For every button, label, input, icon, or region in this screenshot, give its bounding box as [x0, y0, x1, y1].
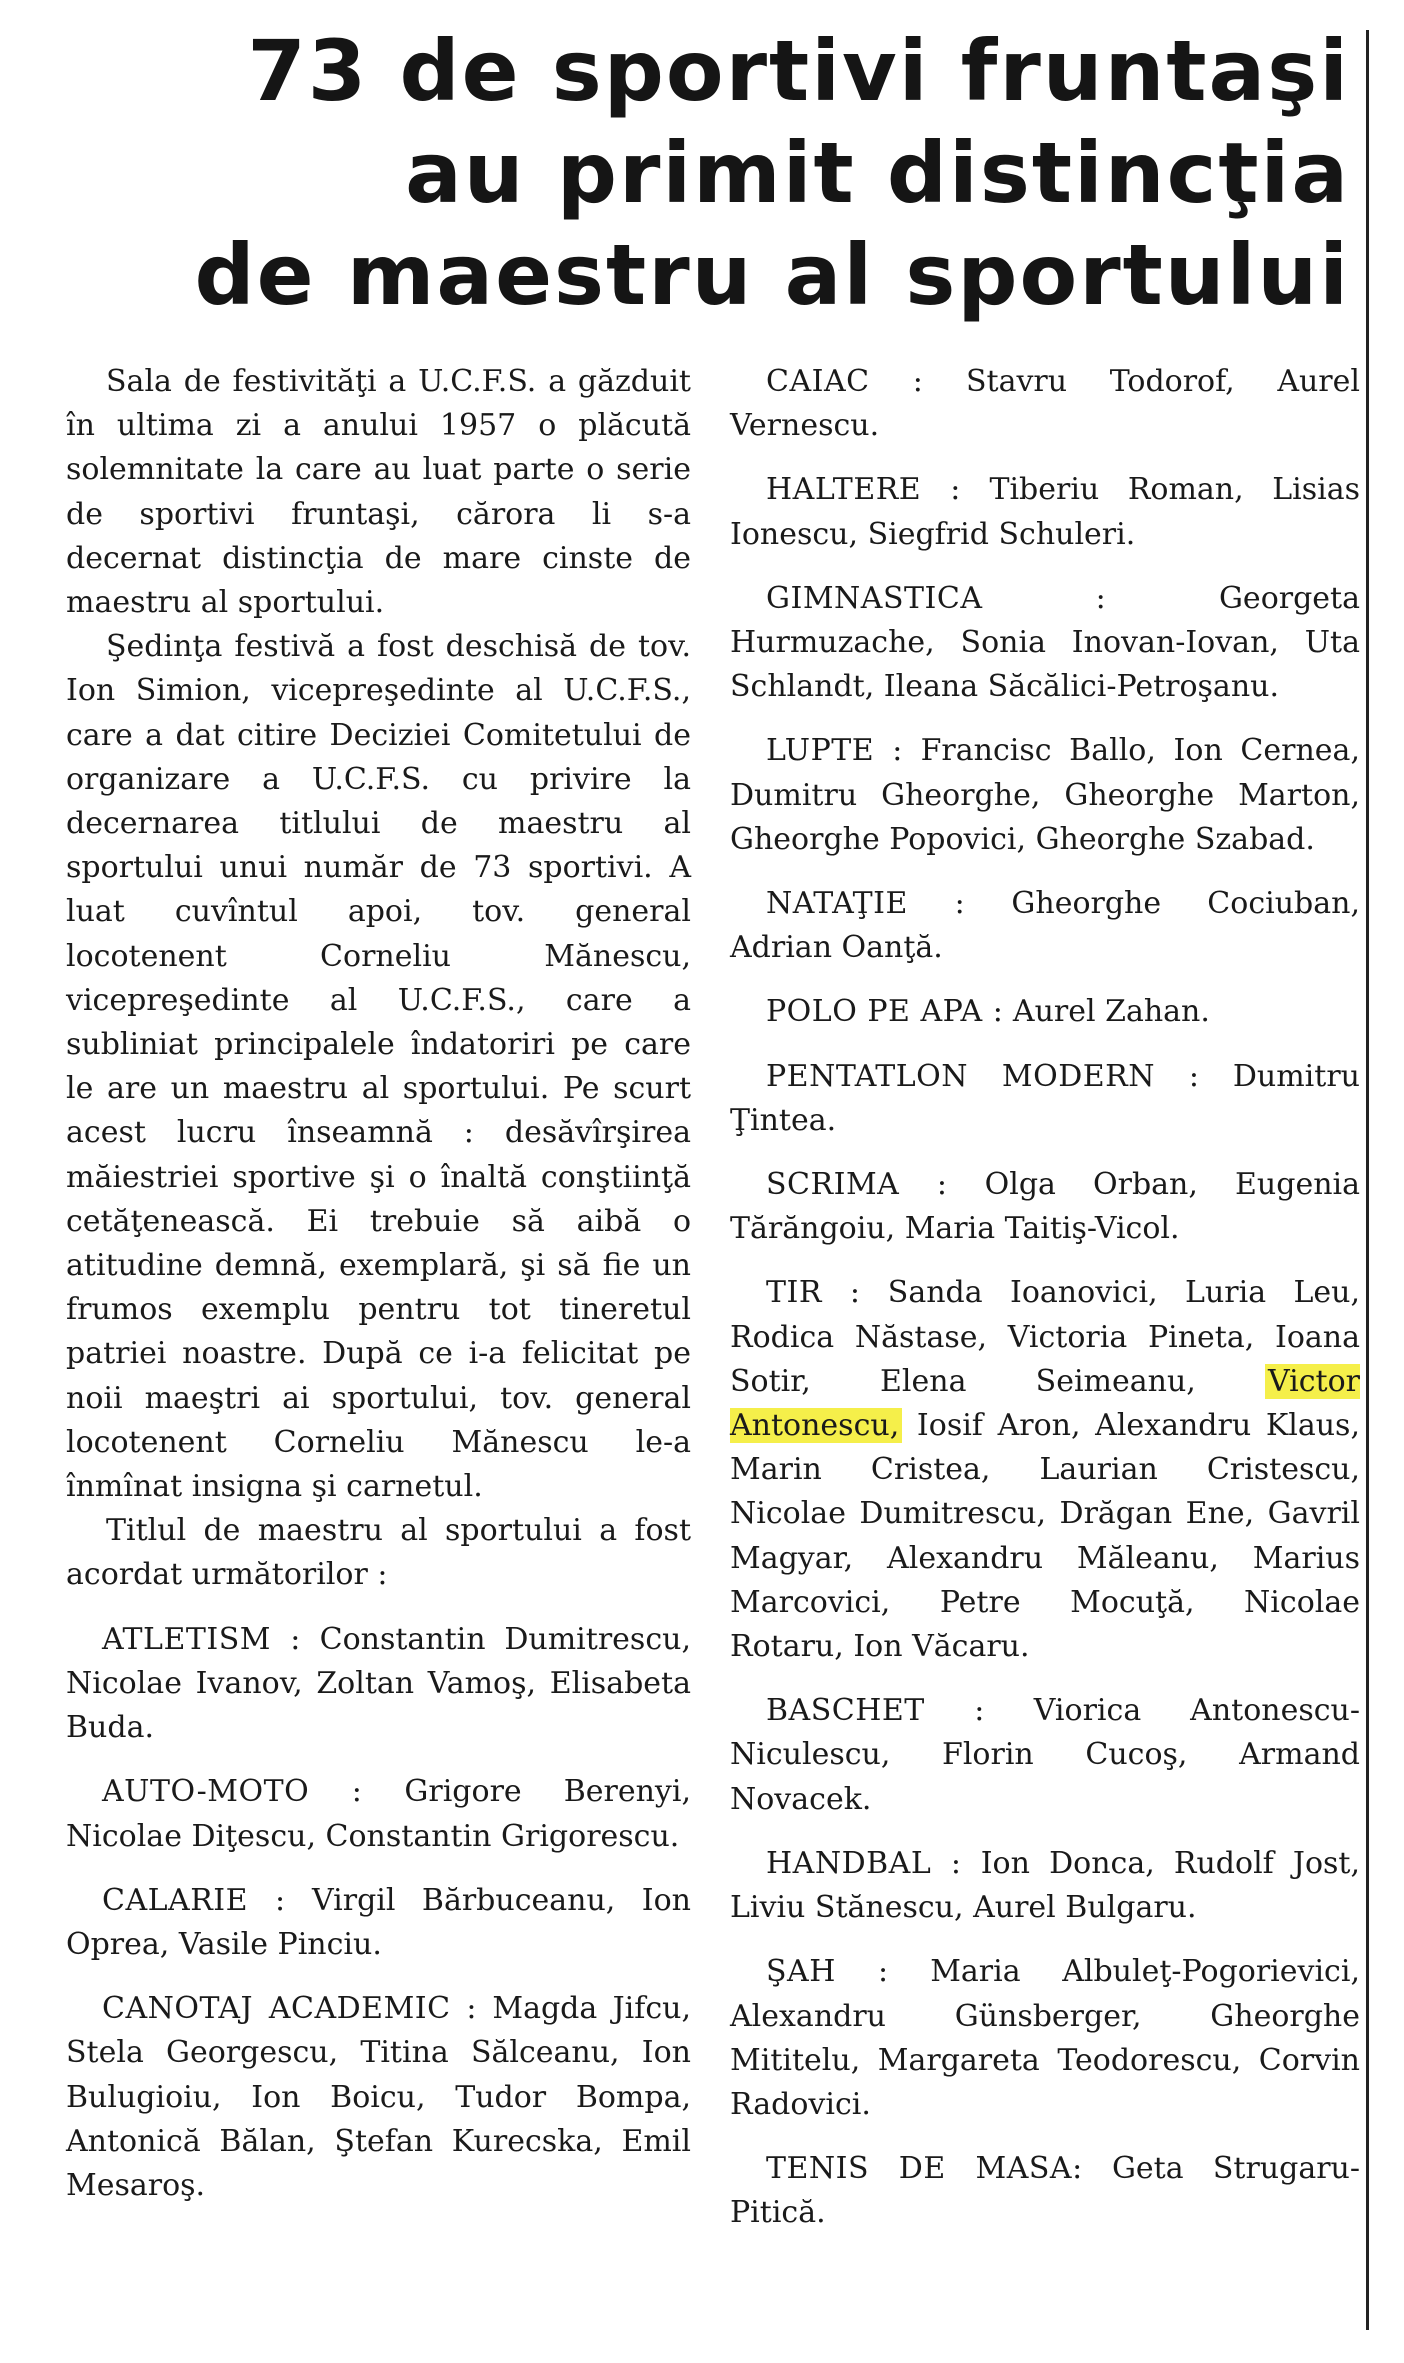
athlete-names: Sanda Ioanovici, Luria Leu, Rodica Năstase, Victoria Pineta, Ioana Sotir, Elena Seimeanu, — [730, 1275, 1360, 1399]
sport-name: POLO PE APA : — [766, 994, 1004, 1030]
athlete-names: Constantin Dumitrescu, Nicolae Ivanov, Zoltan Vamoş, Elisabeta Buda. — [66, 1621, 691, 1746]
sport-name: GIMNASTICA : — [766, 580, 1107, 616]
sport-name: NATAŢIE : — [766, 886, 966, 922]
sport-name: ŞAH : — [766, 1954, 889, 1990]
section-handbal — [730, 1842, 1360, 1930]
section-tir — [730, 1271, 1360, 1669]
athlete-names: Viorica Antonescu-Niculescu, Florin Cucoş, Armand Novacek. — [730, 1693, 1360, 1817]
section-lupte — [730, 729, 1360, 862]
section-pentatlon — [730, 1055, 1360, 1143]
section-baschet — [730, 1689, 1360, 1822]
sport-name: CAIAC : — [766, 364, 924, 399]
sport-name: SCRIMA : — [766, 1167, 948, 1203]
sport-name: ATLETISM : — [102, 1621, 301, 1657]
section-haltere — [730, 468, 1360, 556]
section-atletism — [66, 1618, 691, 1751]
sport-name: TIR : — [766, 1275, 861, 1311]
section-gimnastica — [730, 577, 1360, 710]
headline-line-2: au primit distincţia — [405, 124, 1350, 222]
section-polo — [730, 990, 1360, 1034]
athlete-names: Maria Albuleţ-Pogorievici, Alexandru Günsberger, Gheorghe Mititelu, Margareta Teodorescu, Corvin Radovici. — [730, 1954, 1360, 2122]
section-caiac — [730, 360, 1360, 448]
section-sah — [730, 1950, 1360, 2127]
column-rule — [1366, 30, 1369, 2330]
athlete-names: Virgil Bărbuceanu, Ion Oprea, Vasile Pinciu. — [66, 1882, 691, 1962]
sport-name: BASCHET : — [766, 1693, 985, 1729]
athlete-names: Francisc Ballo, Ion Cernea, Dumitru Gheorghe, Gheorghe Marton, Gheorghe Popovici, Gheorghe Szabad. — [730, 733, 1360, 857]
athlete-names: Olga Orban, Eugenia Tărăngoiu, Maria Taitiş-Vicol. — [730, 1167, 1360, 1247]
athlete-names: Geta Strugaru-Pitică. — [730, 2151, 1361, 2231]
sport-name: AUTO-MOTO : — [102, 1774, 363, 1810]
athlete-names: Tiberiu Roman, Lisias Ionescu, Siegfrid Schuleri. — [730, 472, 1360, 552]
athlete-names: Ion Donca, Rudolf Jost, Liviu Stănescu, Aurel Bulgaru. — [730, 1845, 1360, 1926]
athlete-names: Gheorghe Cociuban, Adrian Oanţă. — [730, 886, 1360, 966]
sport-name: CANOTAJ ACADEMIC : — [102, 1991, 478, 2027]
sport-name: HALTERE : — [766, 472, 961, 508]
section-tenis-de-masa — [730, 2147, 1360, 2235]
sport-name: LUPTE : — [766, 733, 903, 769]
highlighted-name: Victor Antonescu, — [730, 1363, 1360, 1444]
section-scrima — [730, 1163, 1360, 1251]
headline — [40, 20, 1350, 326]
athlete-names: Iosif Aron, Alexandru Klaus, Marin Cristea, Laurian Cristescu, Nicolae Dumitrescu, Drăgan Ene, Gavril Magyar, Alexandru Măleanu, Marius Marcovici, Petre Mocuţă, Nicolae Rotaru, Ion Văcaru. — [730, 1408, 1360, 1665]
intro-paragraph-1: Sala de festivităţi a U.C.F.S. a găzduit în ultima zi a anului 1957 o plăcută solemnitate la care au luat parte o serie de sportivi fruntaşi, cărora li s-a decernat distincţia de mare cinste de maestru al sportului. — [66, 364, 691, 621]
headline-line-3: de maestru al sportului — [194, 226, 1350, 324]
section-calarie — [66, 1879, 691, 1967]
sport-name: PENTATLON MODERN : — [766, 1058, 1200, 1094]
sport-name: CALARIE : — [102, 1882, 286, 1918]
sport-name: TENIS DE MASA: — [766, 2151, 1083, 2187]
left-column — [66, 360, 691, 2208]
intro-paragraph-2: Şedinţa festivă a fost deschisă de tov. Ion Simion, vicepreşedinte al U.C.F.S., care a dat citire Deciziei Comitetului de organizare a U.C.F.S. cu privire la decernarea titlului de maestru al sportului unui număr de 73 sportivi. A luat cuvîntul apoi, tov. general locotenent Corneliu Mănescu, vicepreşedinte al U.C.F.S., care a subliniat principalele îndatoriri pe care le are un maestru al sportului. Pe scurt acest lucru înseamnă : desăvîrşirea măiestriei sportive şi o înaltă conştiinţă cetăţenească. Ei trebuie să aibă o atitudine demnă, exemplară, şi să fie un frumos exemplu pentru tot tineretul patriei noastre. După ce i-a felicitat pe noii maeştri ai sportului, tov. general locotenent Corneliu Mănescu le-a înmînat insigna şi carnetul. — [66, 629, 691, 1505]
athlete-names: Georgeta Hurmuzache, Sonia Inovan-Iovan, Uta Schlandt, Ileana Săcălici-Petroşanu. — [730, 580, 1360, 705]
athlete-names: Magda Jifcu, Stela Georgescu, Titina Sălceanu, Ion Bulugioiu, Ion Boicu, Tudor Bompa, Antonică Bălan, Ştefan Kurecska, Emil Mesaroş. — [66, 1991, 691, 2203]
athlete-names: Grigore Berenyi, Nicolae Diţescu, Constantin Grigorescu. — [66, 1774, 691, 1854]
section-canotaj — [66, 1987, 691, 2208]
right-column — [730, 360, 1360, 2236]
section-auto-moto — [66, 1770, 691, 1858]
headline-line-1: 73 de sportivi fruntaşi — [247, 22, 1350, 120]
athlete-names: Aurel Zahan. — [1012, 994, 1210, 1030]
athlete-names: Dumitru Ţintea. — [730, 1058, 1360, 1138]
athlete-names: Stavru Todorof, Aurel Vernescu. — [730, 364, 1360, 444]
intro-paragraph-3: Titlul de maestru al sportului a fost acordat următorilor : — [66, 1513, 691, 1593]
sport-name: HANDBAL : — [766, 1845, 962, 1881]
section-natatie — [730, 882, 1360, 970]
